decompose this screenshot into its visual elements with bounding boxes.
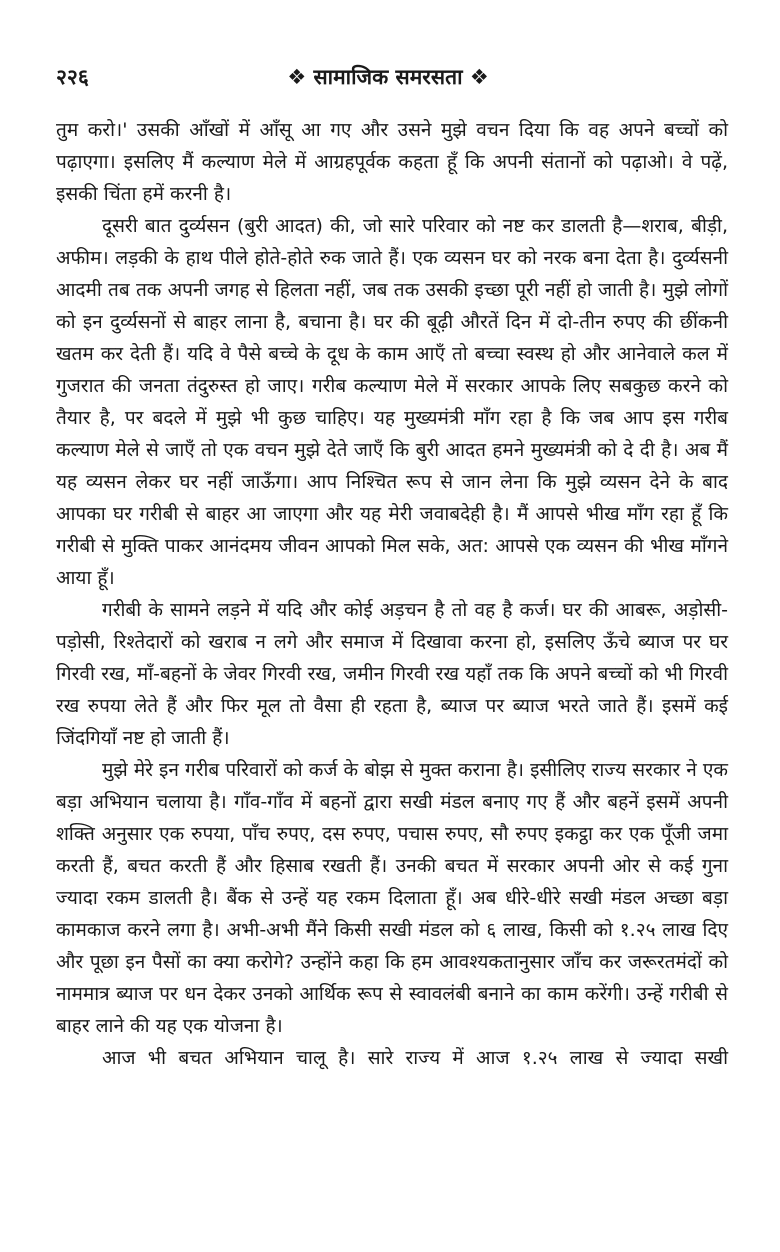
paragraph-4: मुझे मेरे इन गरीब परिवारों को कर्ज के बोझ से मुक्त कराना है। इसीलिए राज्य सरकार ने एक बड़ा अभियान चलाया है। गाँव-गाँव में बहनों द्वारा सखी मंडल बनाए गए हैं और बहनें इसमें अपनी शक्ति अनुसार एक रुपया, पाँच रुपए, दस रुपए, पचास रुपए, सौ रुपए इकट्ठा कर एक पूँजी जमा करती हैं, बचत करती हैं और हिसाब रखती हैं। उनकी बचत में सरकार अपनी ओर से कई गुना ज्यादा रकम डालती है। बैंक से उन्हें यह रकम दिलाता हूँ। अब धीरे-धीरे सखी मंडल अच्छा बड़ा कामकाज करने लगा है। अभी-अभी मैंने किसी सखी मंडल को ६ लाख, किसी को १.२५ लाख दिए और पूछा इन पैसों का क्या करोगे? उन्होंने कहा कि हम आवश्यकतानुसार जाँच कर जरूरतमंदों को नाममात्र ब्याज पर धन देकर उनको आर्थिक रूप से स्वावलंबी बनाने का काम करेंगी। उन्हें गरीबी से बाहर लाने की यह एक योजना है। (56, 759, 728, 1037)
paragraph-3: गरीबी के सामने लड़ने में यदि और कोई अड़चन है तो वह है कर्ज। घर की आबरू, अड़ोसी-पड़ोसी, रिश्तेदारों को खराब न लगे और समाज में दिखावा करना हो, इसलिए ऊँचे ब्याज पर घर गिरवी रख, माँ-बहनों के जेवर गिरवी रख, जमीन गिरवी रख यहाँ तक कि अपने बच्चों को भी गिरवी रख रुपया लेते हैं और फिर मूल तो वैसा ही रहता है, ब्याज पर ब्याज भरते जाते हैं। इसमें कई जिंदगियाँ नष्ट हो जाती हैं। (56, 599, 728, 749)
running-title: ❖ सामाजिक समरसता ❖ (287, 65, 489, 89)
body-text (56, 114, 728, 1074)
paragraph-2: दूसरी बात दुर्व्यसन (बुरी आदत) की, जो सारे परिवार को नष्ट कर डालती है—शराब, बीड़ी, अफीम। लड़की के हाथ पीले होते-होते रुक जाते हैं। एक व्यसन घर को नरक बना देता है। दुर्व्यसनी आदमी तब तक अपनी जगह से हिलता नहीं, जब तक उसकी इच्छा पूरी नहीं हो जाती है। मुझे लोगों को इन दुर्व्यसनों से बाहर लाना है, बचाना है। घर की बूढ़ी औरतें दिन में दो-तीन रुपए की छींकनी खतम कर देती हैं। यदि वे पैसे बच्चे के दूध के काम आएँ तो बच्चा स्वस्थ हो और आनेवाले कल में गुजरात की जनता तंदुरुस्त हो जाए। गरीब कल्याण मेले में सरकार आपके लिए सबकुछ करने को तैयार है, पर बदले में मुझे भी कुछ चाहिए। यह मुख्यमंत्री माँग रहा है कि जब आप इस गरीब कल्याण मेले से जाएँ तो एक वचन मुझे देते जाएँ कि बुरी आदत हमने मुख्यमंत्री को दे दी है। अब मैं यह व्यसन लेकर घर नहीं जाऊँगा। आप निश्चित रूप से जान लेना कि मुझे व्यसन देने के बाद आपका घर गरीबी से बाहर आ जाएगा और यह मेरी जवाबदेही है। मैं आपसे भीख माँग रहा हूँ कि गरीबी से मुक्ति पाकर आनंदमय जीवन आपको मिल सके, अत: आपसे एक व्यसन की भीख माँगने आया हूँ। (56, 215, 728, 589)
page-number: २२६ (56, 65, 89, 89)
paragraph-1: तुम करो।' उसकी आँखों में आँसू आ गए और उसने मुझे वचन दिया कि वह अपने बच्चों को पढ़ाएगा। इसलिए मैं कल्याण मेले में आग्रहपूर्वक कहता हूँ कि अपनी संतानों को पढ़ाओ। वे पढ़ें, इसकी चिंता हमें करनी है। (56, 119, 728, 205)
page-header (56, 62, 720, 94)
paragraph-5: आज भी बचत अभियान चालू है। सारे राज्य में आज १.२५ लाख से ज्यादा सखी (102, 1047, 728, 1069)
